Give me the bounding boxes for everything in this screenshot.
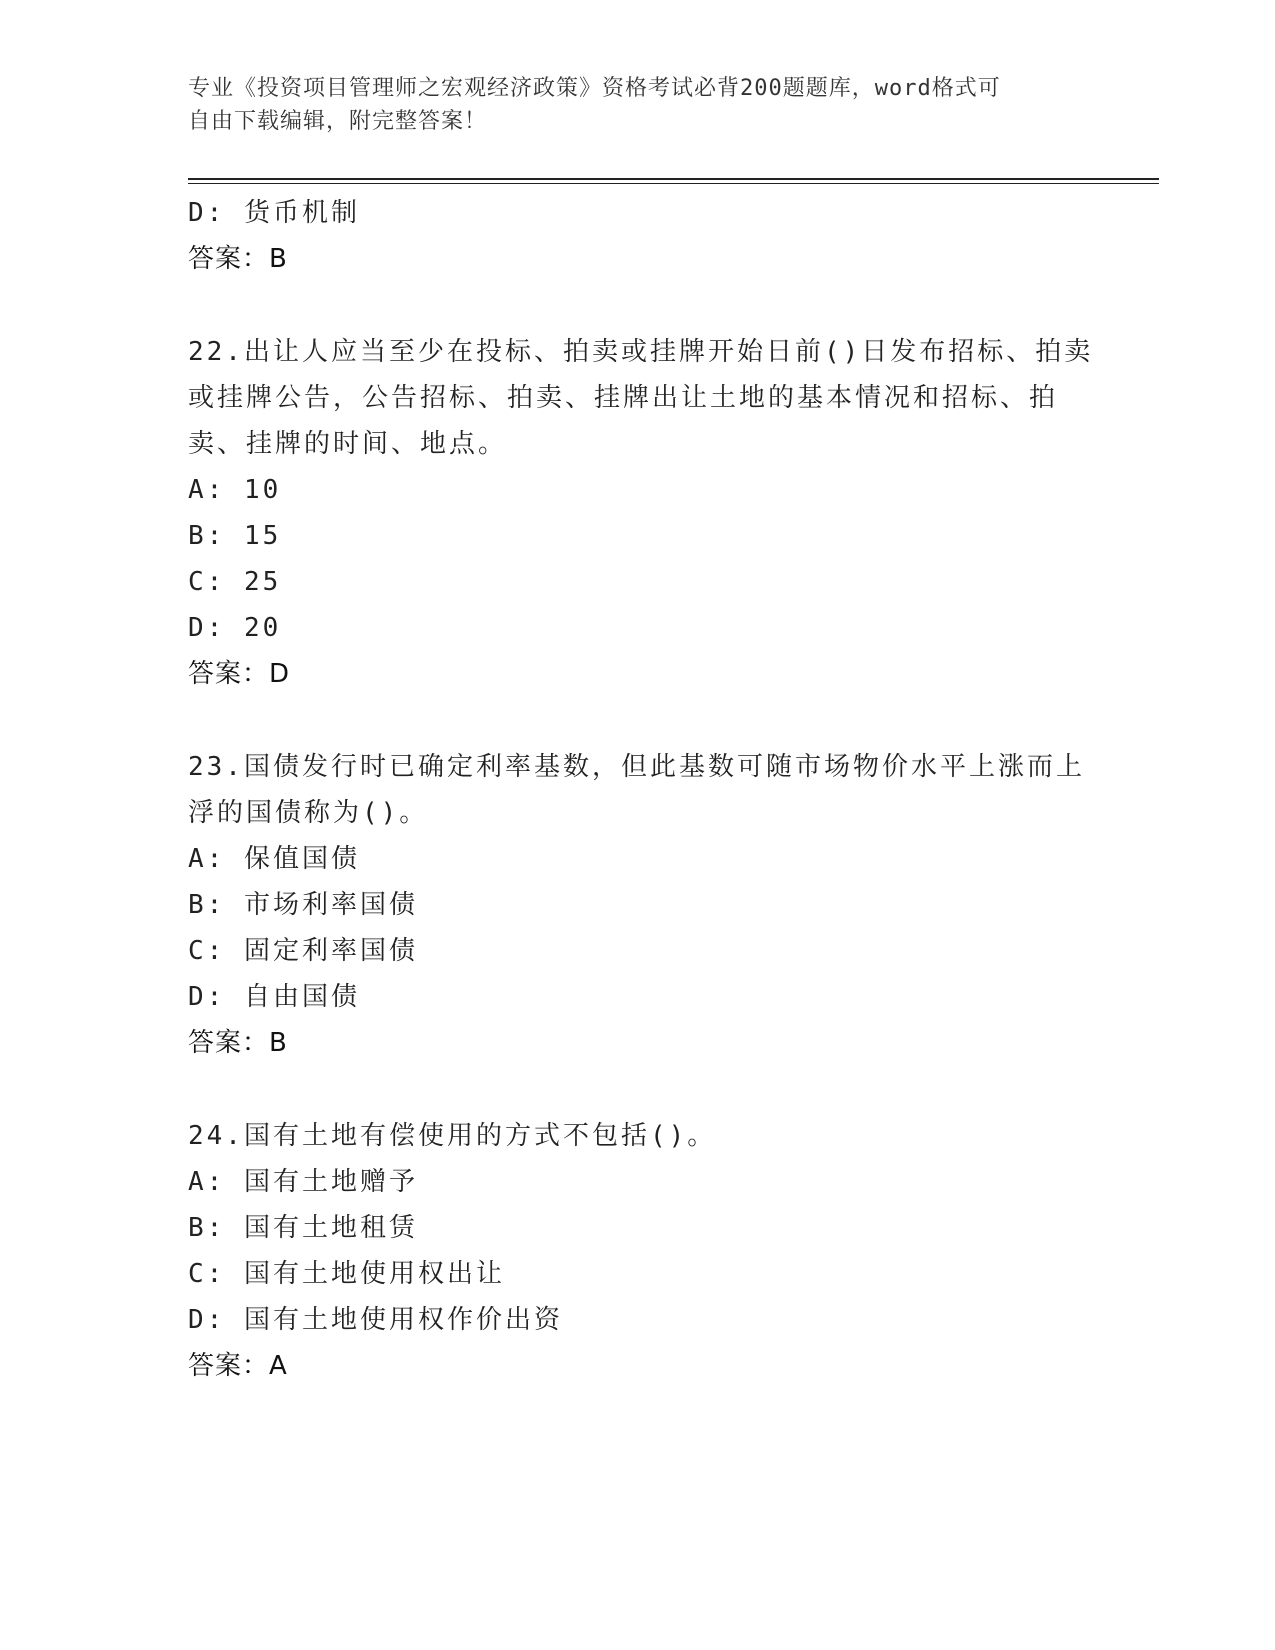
answer-line: 答案：B — [188, 244, 288, 274]
header-divider-thick — [188, 178, 1159, 180]
option-b: B: 国有土地租赁 — [188, 1213, 418, 1243]
option-b: B: 市场利率国债 — [188, 890, 418, 920]
option-d: D: 国有土地使用权作价出资 — [188, 1305, 563, 1335]
answer-line: 答案：D — [188, 659, 291, 689]
question-stem-line: 浮的国债称为()。 — [188, 798, 429, 828]
option-a: A: 保值国债 — [188, 844, 360, 874]
question-stem-line: 卖、挂牌的时间、地点。 — [188, 429, 508, 459]
question-stem-line: 23.国债发行时已确定利率基数，但此基数可随市场物价水平上涨而上 — [188, 752, 1085, 782]
question-gap — [188, 697, 1088, 744]
question-gap — [188, 1066, 1088, 1113]
question-stem-line: 22.出让人应当至少在投标、拍卖或挂牌开始日前()日发布招标、拍卖 — [188, 337, 1094, 367]
question-stem — [188, 329, 1094, 467]
header-line-2: 自由下载编辑，附完整答案！ — [188, 109, 488, 134]
option-d: D: 自由国债 — [188, 982, 360, 1012]
answer-line: 答案：B — [188, 1028, 288, 1058]
option-c: C: 国有土地使用权出让 — [188, 1259, 505, 1289]
question-stem — [188, 744, 1088, 836]
option-d: D: 货币机制 — [188, 198, 360, 228]
option-a: A: 国有土地赠予 — [188, 1167, 418, 1197]
question-content — [188, 190, 1094, 1389]
header-divider-thin — [188, 183, 1159, 184]
option-c: C: 25 — [188, 567, 282, 597]
question-stem-line: 或挂牌公告，公告招标、拍卖、挂牌出让土地的基本情况和招标、拍 — [188, 383, 1059, 413]
question-gap — [188, 282, 1088, 329]
question-stem — [188, 1113, 1088, 1159]
option-d: D: 20 — [188, 613, 282, 643]
option-b: B: 15 — [188, 521, 282, 551]
question-stem-line: 24.国有土地有偿使用的方式不包括()。 — [188, 1121, 717, 1151]
answer-line: 答案：A — [188, 1351, 288, 1381]
option-a: A: 10 — [188, 475, 282, 505]
option-c: C: 固定利率国债 — [188, 936, 418, 966]
document-header — [188, 72, 1068, 138]
header-line-1: 专业《投资项目管理师之宏观经济政策》资格考试必背200题题库，word格式可 — [188, 76, 1001, 101]
